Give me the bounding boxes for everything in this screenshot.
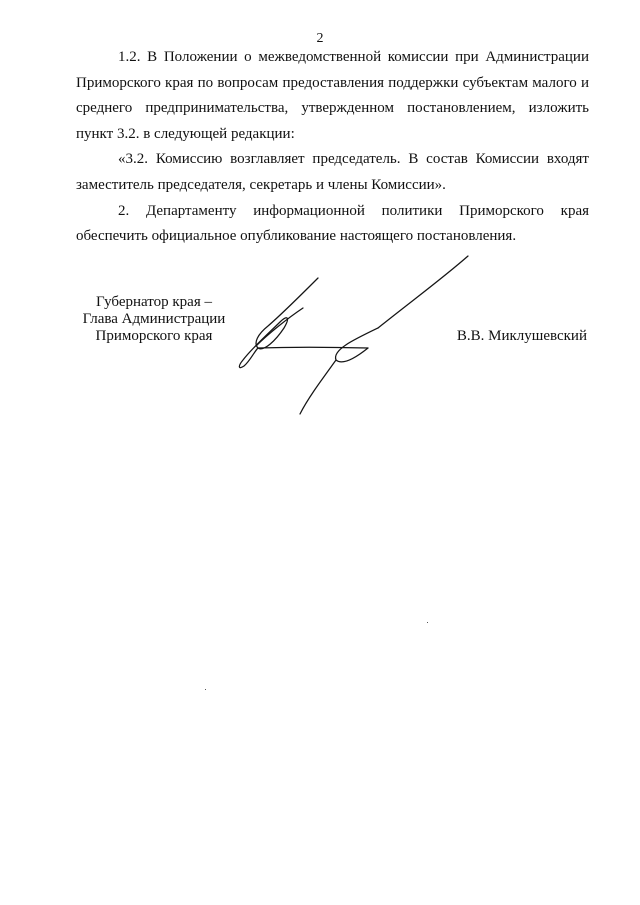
signatory-title-line: Глава Администрации: [82, 311, 226, 327]
page-number: 2: [316, 31, 324, 46]
paragraph-quote-3-2: «3.2. Комиссию возглавляет председатель. В состав Комиссии входят заместитель председателя, секретарь и члены Комиссии».: [76, 151, 589, 193]
signatory-title-line: Приморского края: [95, 328, 213, 344]
handwritten-signature: [228, 248, 478, 420]
scan-speck: [205, 689, 206, 690]
paragraph-2: 2. Департаменту информационной политики Приморского края обеспечить официальное опубликование настоящего постановления.: [76, 202, 589, 245]
signatory-title: [74, 294, 234, 345]
document-body: [76, 45, 589, 250]
signatory-name: В.В. Миклушевский: [456, 328, 587, 344]
paragraph-1-2: 1.2. В Положении о межведомственной комиссии при Администрации Приморского края по вопросам предоставления поддержки субъектам малого и среднего предпринимательства, утвержденном постановлением, изложить пункт 3.2. в следующей редакции:: [76, 49, 589, 142]
scan-speck: [427, 622, 428, 623]
signatory-title-line: Губернатор края –: [96, 294, 212, 310]
